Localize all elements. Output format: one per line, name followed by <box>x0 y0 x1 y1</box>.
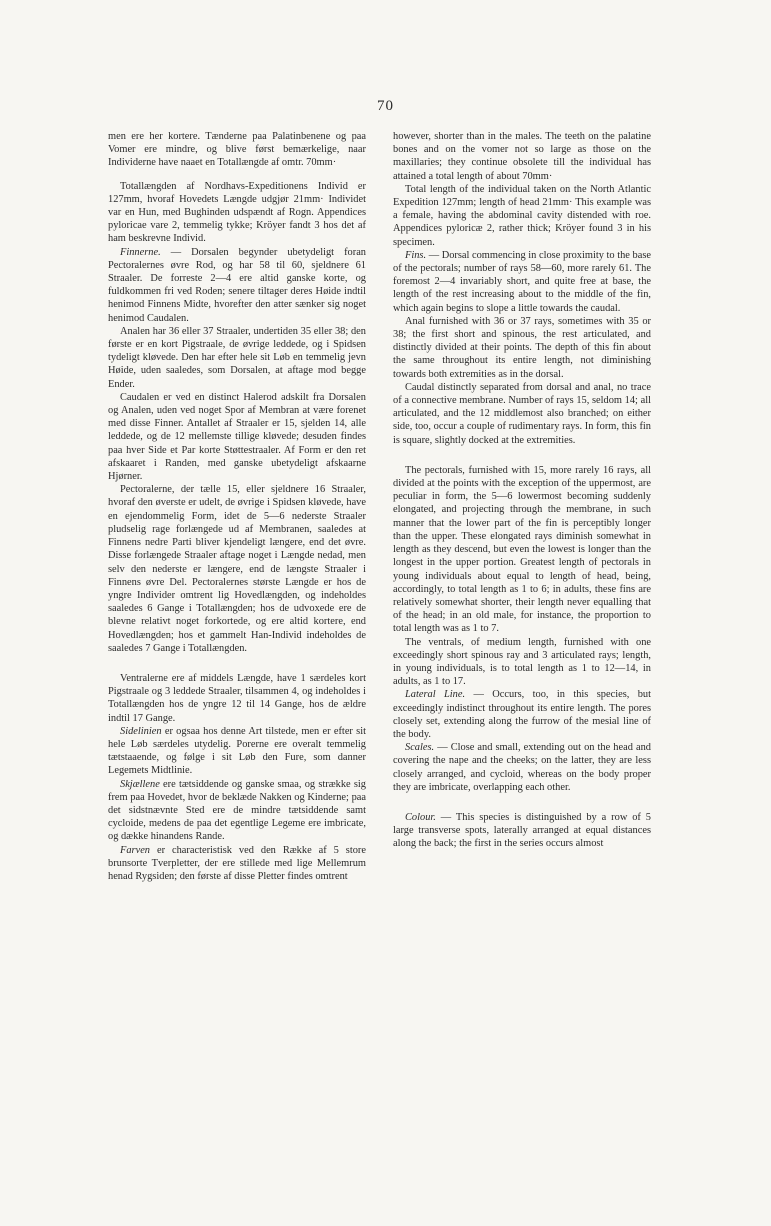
paragraph <box>393 741 651 794</box>
paragraph-text: Anal furnished with 36 or 37 rays, sometimes with 35 or 38; the first short and spinous, the rest articulated, and distinctly divided at their points. The depth of this fin about the same throughout its entire length, not diminishing towards both extremities as in the dorsal. <box>393 315 651 380</box>
paragraph-text: — This species is distinguished by a row of 5 large transverse spots, laterally arranged at equal distances along the back; the first in the series occurs almost <box>393 811 651 850</box>
paragraph-text: The pectorals, furnished with 15, more rarely 16 rays, all divided at the points with the exception of the uppermost, are peculiar in form, the 5—6 lowermost becoming suddenly elongated, and projecting through the membrane, in such manner that the lower part of the fin is perceptibly longer than the upper. These elongated rays diminish somewhat in length as they descend, but even the lowest is longer than the longest in the upper portion. Greatest length of pectorals in young individuals about equal to length of head, being, accordingly, to total length as 1 to 6; in adults, these fins are relatively somewhat shorter, their length never equalling that of the head; in an old male, for instance, the proportion to total length was as 1 to 7. <box>393 464 651 635</box>
section-heading: Fins. <box>405 249 427 261</box>
paragraph-text: men ere her kortere. Tænderne paa Palatinbenene og paa Vomer ere mindre, og blive først bemærkelige, naar Individerne have naaet en Totallængde af omtr. 70mm· <box>108 131 366 169</box>
paragraph-text: er characteristisk ved den Række af 5 store brunsorte Tverpletter, der ere stillede med lige Mellemrum henad Rygsiden; den første af disse Pletter findes omtrent <box>108 844 366 882</box>
paragraph <box>108 672 366 725</box>
paragraph-text: Caudalen er ved en distinct Halerod adskilt fra Dorsalen og Analen, uden ved noget Spor af Membran at være forenet med disse Finner. Antallet af Straaler er 15, sjelden 14, alle leddede, og de 12 mellemste tillige kløvede; desuden findes paa hver Side et Par korte Støttestraaler. Af Form er den ret afskaaret i Randen, med ganske ubetydeligt afskaarne Hjørner. <box>108 391 366 483</box>
paragraph <box>108 778 366 844</box>
paragraph-text: — Dorsal commencing in close proximity to the base of the pectorals; number of rays 58—60, more rarely 61. The foremost 2—4 invariably short, and quite free at base, the length of the rest increasing about to the middle of the fin, which again begins to slope a little towards the caudal. <box>393 249 651 314</box>
paragraph-text: however, shorter than in the males. The teeth on the palatine bones and on the vomer not so large as those on the maxillaries; they continue obsolete till the individual has attained a total length of about 70mm· <box>393 131 651 182</box>
section-heading: Lateral Line. <box>405 689 466 701</box>
section-heading: Finnerne. <box>120 246 161 258</box>
english-text-column <box>393 130 651 851</box>
paragraph-text: — Close and small, extending out on the head and covering the nape and the cheeks; on the latter, they are less closely arranged, and cycloid, whereas on the body proper they are imbricate, overlapping each other. <box>393 742 651 793</box>
paragraph <box>108 246 366 325</box>
section-heading: Scales. <box>405 742 435 754</box>
paragraph <box>108 725 366 778</box>
paragraph-text: The ventrals, of medium length, furnished with one exceedingly short spinous ray and 3 articulated rays; length, in young individuals, is to total length as 1 to 12—14, in adults, as 1 to 17. <box>393 636 651 688</box>
paragraph-text: Pectoralerne, der tælle 15, eller sjeldnere 16 Straaler, hvoraf den øverste er udelt, de øvrige i Spidsen kløvede, have en ejendommelig Form, idet de 5—6 nederste Straaler pludselig rage forlængede ud af Membranen, saaledes at Finnens nedre Parti bliver kjendeligt længere, end det øvre. Disse forlængede Straaler aftage noget i Længde nedad, men selv den nederste er længere, end de længste Straaler i Finnens øvre Del. Pectoralernes største Længde er hos de yngre Individer omtrent lig Hovedlængden, og indeholdes saaledes 6 Gange i Totallængden; hos de udvoxede ere de blevne relativt noget forkortede, og ere altid kortere, end Hovedlængden; hos et gammelt Han-Individ indeholdes de saaledes 7 Gange i Totallængden. <box>108 484 366 654</box>
paragraph-text: ere tætsiddende og ganske smaa, og strække sig frem paa Hovedet, hvor de beklæde Nakken og Kinderne; paa det sidstnævnte Sted ere de mindre tætsiddende samt cycloide, medens de paa det egentlige Legeme ere imbricate, og dække hinandens Rande. <box>108 778 366 843</box>
paragraph-text: — Dorsalen begynder ubetydeligt foran Pectoralernes øvre Rod, og har 58 til 60, sjeldnere 61 Straaler. De forreste 2—4 ere altid ganske korte, og fuldkommen fri ved Roden; senere tiltager deres Høide indtil henimod Finnens Midte, hvorefter den atter sænker sig noget henimod Caudalen. <box>108 246 366 324</box>
paragraph <box>393 183 651 249</box>
paragraph <box>393 636 651 689</box>
paragraph <box>393 381 651 447</box>
paragraph-text: er ogsaa hos denne Art tilstede, men er efter sit hele Løb særdeles utydelig. Porerne ere overalt temmelig tætstaaende, og følge i sit Løb den Fure, som danner Legemets Midtlinie. <box>108 725 366 777</box>
paragraph-text: Totallængden af Nordhavs-Expeditionens Individ er 127mm, hvoraf Hovedets Længde udgjør 21mm· Individet var en Hun, med Bughinden udspændt af Rogn. Appendices pyloricae vare 2, temmelig tykke; Kröyer fandt 3 hos det af ham beskrevne Individ. <box>108 180 366 245</box>
paragraph <box>393 811 651 851</box>
paragraph <box>108 391 366 483</box>
paragraph <box>393 249 651 315</box>
paragraph <box>393 130 651 183</box>
paragraph <box>393 464 651 636</box>
norwegian-text-column <box>108 130 366 883</box>
section-heading: Skjællene <box>120 778 160 790</box>
paragraph-text: Total length of the individual taken on the North Atlantic Expedition 127mm; length of head 21mm· This example was a female, having the abdominal cavity distended with roe. Appendices pyloricæ 2, rather thick; Kröyer found 3 in his specimen. <box>393 183 651 248</box>
section-heading: Sidelinien <box>120 725 162 737</box>
paragraph-text: Ventralerne ere af middels Længde, have 1 særdeles kort Pigstraale og 3 leddede Straaler, tilsammen 4, og indeholdes i Totallængden hos de yngre 12 til 14 Gange, hos de ældre indtil 17 Gange. <box>108 672 366 724</box>
paragraph <box>108 325 366 391</box>
paragraph <box>108 130 366 170</box>
section-heading: Colour. <box>405 811 436 823</box>
paragraph <box>108 180 366 246</box>
paragraph <box>108 483 366 655</box>
paragraph-text: Analen har 36 eller 37 Straaler, undertiden 35 eller 38; den første er en kort Pigstraale, de øvrige leddede, og i Spidsen tydeligt kløvede. Den har efter hele sit Løb en temmelig jevn Høide, uden saaledes, som Dorsalen, at aftage mod begge Ender. <box>108 325 366 390</box>
page-number: 70 <box>377 98 394 114</box>
paragraph-text: — Occurs, too, in this species, but exceedingly indistinct throughout its entire length. The pores closely set, extending along the furrow of the mesial line of the body. <box>393 689 651 740</box>
paragraph-text: Caudal distinctly separated from dorsal and anal, no trace of a connective membrane. Number of rays 15, seldom 14; all articulated, and the 12 middlemost also branched; on either side, too, occur a couple of rudimentary rays. In form, this fin is square, slightly docked at the extremities. <box>393 381 651 446</box>
paragraph <box>393 315 651 381</box>
paragraph <box>108 844 366 884</box>
section-heading: Farven <box>120 844 151 856</box>
paragraph <box>393 688 651 741</box>
